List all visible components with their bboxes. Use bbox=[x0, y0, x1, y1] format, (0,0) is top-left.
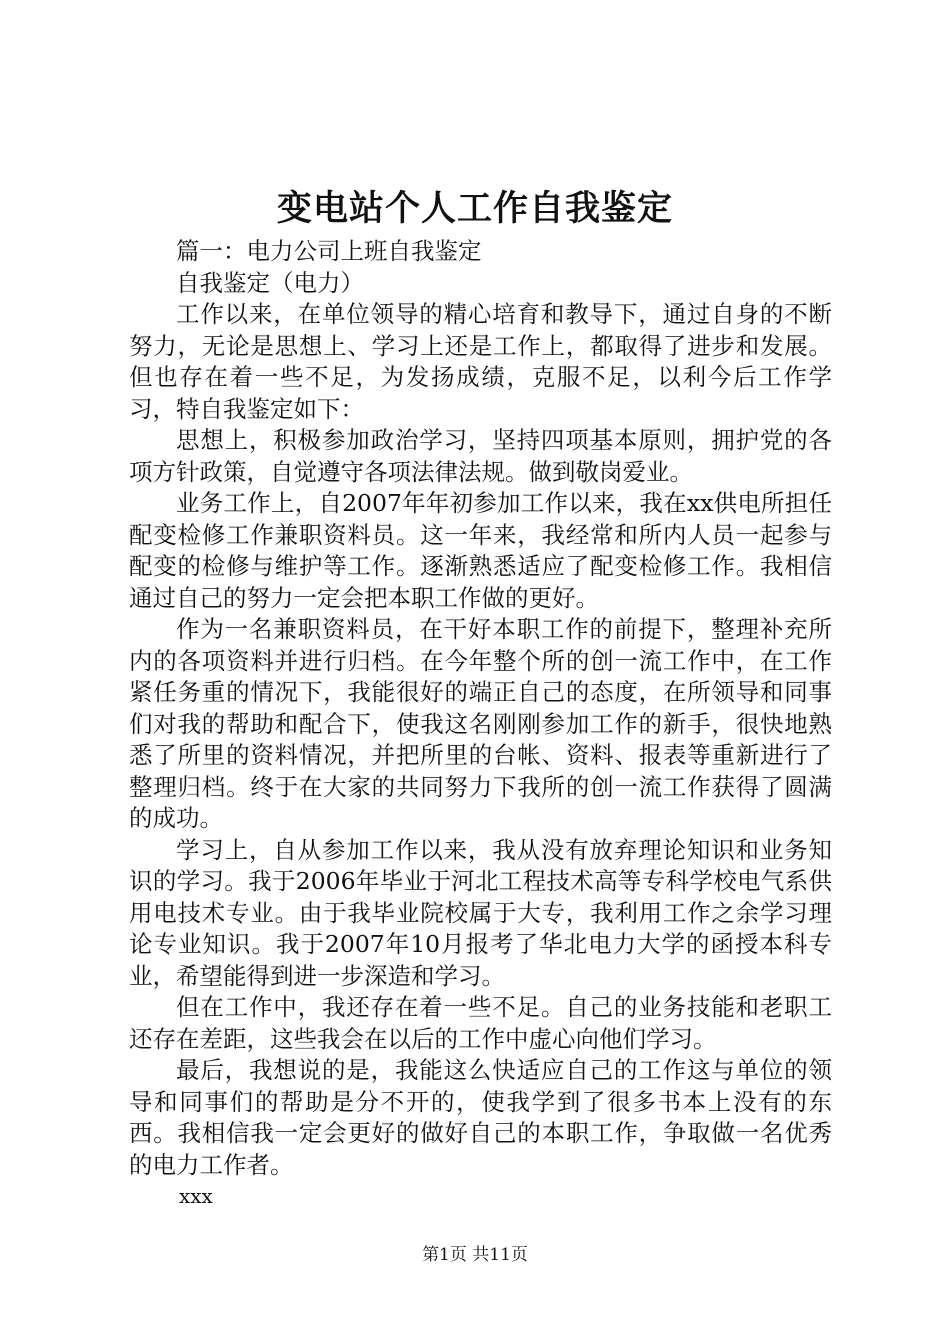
page-footer: 第1页 共11页 bbox=[422, 1245, 528, 1265]
paragraph-work: 业务工作上，自2007年年初参加工作以来，我在xx供电所担任配变检修工作兼职资料员。这一年来，我经常和所内人员一起参与配变的检修与维护等工作。逐渐熟悉适应了配变检修工作。我相信通过自己的努力一定会把本职工作做的更好。 bbox=[129, 489, 832, 612]
document-subtitle: 自我鉴定（电力） bbox=[176, 268, 364, 297]
paragraph-shortcomings: 但在工作中，我还存在着一些不足。自己的业务技能和老职工还存在差距，这些我会在以后的工作中虚心向他们学习。 bbox=[129, 993, 832, 1053]
section-heading: 篇一：电力公司上班自我鉴定 bbox=[176, 237, 482, 265]
paragraph-study: 学习上，自从参加工作以来，我从没有放弃理论知识和业务知识的学习。我于2006年毕业于河北工程技术高等专科学校电气系供用电技术专业。由于我毕业院校属于大专，我利用工作之余学习理论专业知识。我于2007年10月报考了华北电力大学的函授本科专业，希望能得到进一步深造和学习。 bbox=[129, 835, 832, 990]
signature: xxx bbox=[179, 1184, 213, 1208]
paragraph-ideology: 思想上，积极参加政治学习，坚持四项基本原则，拥护党的各项方针政策，自觉遵守各项法律法规。做到敬岗爱业。 bbox=[129, 426, 832, 486]
paragraph-intro: 工作以来，在单位领导的精心培育和教导下，通过自身的不断努力，无论是思想上、学习上还是工作上，都取得了进步和发展。但也存在着一些不足，为发扬成绩，克服不足，以利今后工作学习，特自我鉴定如下： bbox=[129, 300, 832, 423]
paragraph-closing: 最后，我想说的是，我能这么快适应自己的工作这与单位的领导和同事们的帮助是分不开的，使我学到了很多书本上没有的东西。我相信我一定会更好的做好自己的本职工作，争取做一名优秀的电力工作者。 bbox=[129, 1056, 832, 1179]
document-body bbox=[129, 236, 832, 1213]
paragraph-records: 作为一名兼职资料员，在干好本职工作的前提下，整理补充所内的各项资料并进行归档。在今年整个所的创一流工作中，在工作紧任务重的情况下，我能很好的端正自己的态度，在所领导和同事们对我的帮助和配合下，使我这名刚刚参加工作的新手，很快地熟悉了所里的资料情况，并把所里的台帐、资料、报表等重新进行了整理归档。终于在大家的共同努力下我所的创一流工作获得了圆满的成功。 bbox=[129, 615, 832, 832]
document-title: 变电站个人工作自我鉴定 bbox=[276, 188, 673, 229]
